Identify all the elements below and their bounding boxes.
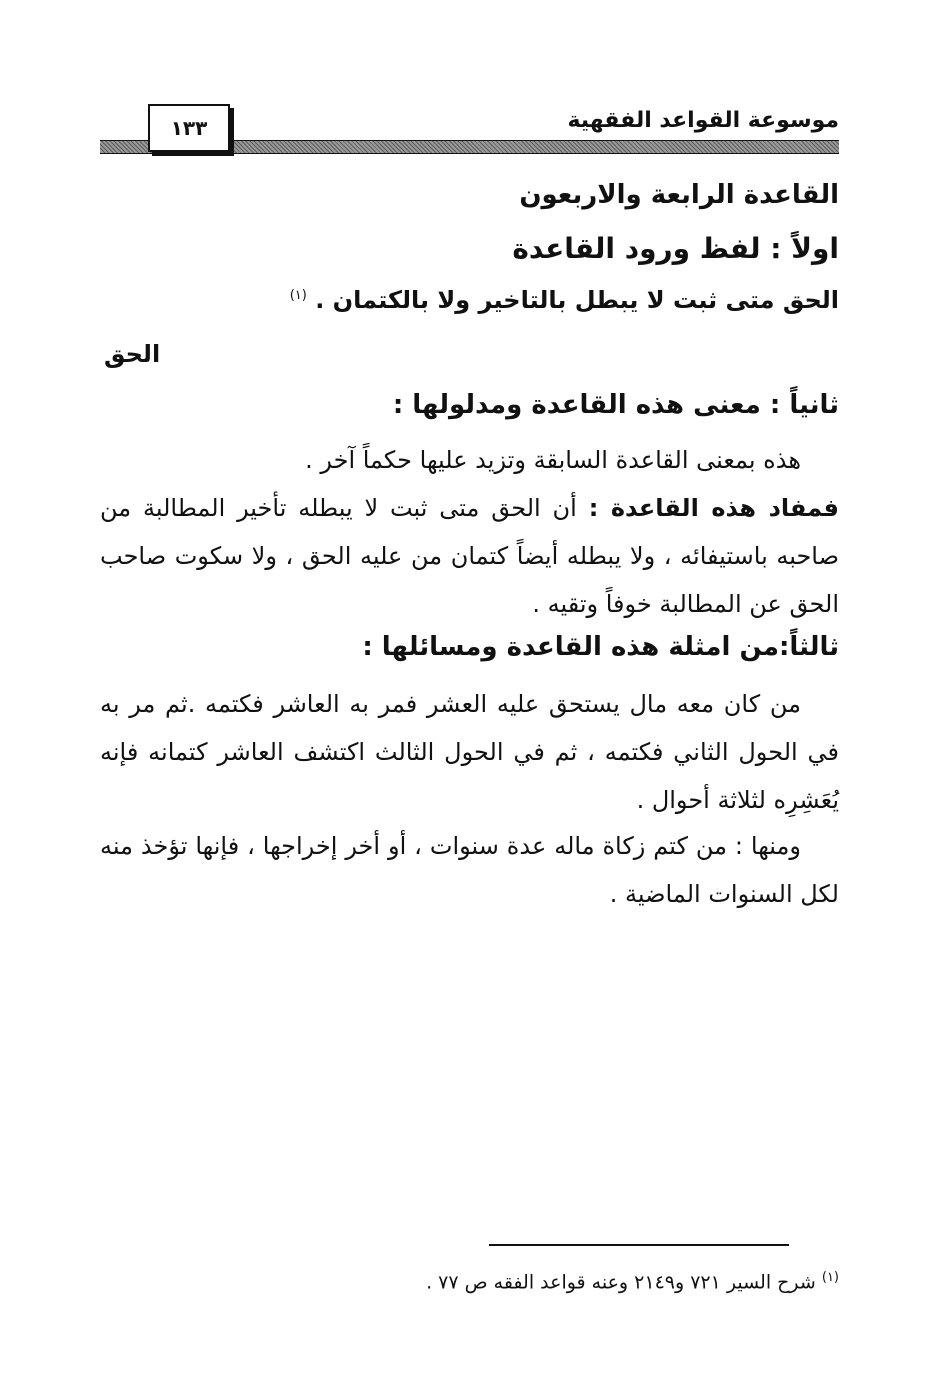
meaning-paragraph — [100, 436, 839, 484]
section-third-heading: ثالثاً:من امثلة هذه القاعدة ومسائلها : — [362, 632, 839, 662]
section-first-heading: اولاً : لفظ ورود القاعدة — [512, 232, 839, 265]
rule-text — [290, 286, 839, 314]
example-paragraph-1: من كان معه مال يستحق عليه العشر فمر به العاشر فكتمه .ثم مر به في الحول الثاني فكتمه ، ثم في الحول الثالث اكتشف العاشر كتمانه فإنه يُعَشِرِه لثلاثة أحوال . — [100, 690, 839, 814]
meaning-text: هذه بمعنى القاعدة السابقة وتزيد عليها حكماً آخر . — [305, 446, 801, 474]
page-number: ١٣٣ — [148, 104, 230, 152]
footnote — [426, 1270, 839, 1293]
section-second-heading: ثانياً : معنى هذه القاعدة ومدلولها : — [392, 390, 839, 420]
footnote-rule — [489, 1244, 789, 1246]
example-paragraph-2: ومنها : من كتم زكاة ماله عدة سنوات ، أو أخر إخراجها ، فإنها تؤخذ منه لكل السنوات الماضية . — [100, 832, 839, 908]
explanation-text: أن الحق متى ثبت لا يبطله تأخير المطالبة من صاحبه باستيفائه ، ولا يبطله أيضاً كتمان من عليه الحق ، ولا سكوت صاحب الحق عن المطالبة خوفاً وتقيه . — [100, 494, 839, 618]
running-header-title: موسوعة القواعد الفقهية — [567, 108, 839, 133]
explanation-lead: فمفاد هذه القاعدة : — [588, 494, 839, 522]
explanation-paragraph — [100, 484, 839, 628]
margin-word: الحق — [104, 340, 161, 368]
rule-heading: القاعدة الرابعة والاربعون — [519, 180, 839, 210]
footnote-text: شرح السير ٧٢١ و٢١٤٩ وعنه قواعد الفقه ص ٧٧ . — [426, 1271, 816, 1294]
footnote-marker: (١) — [821, 1270, 839, 1285]
rule-text-body: الحق متى ثبت لا يبطل بالتاخير ولا بالكتمان . — [315, 286, 839, 314]
footnote-reference: (١) — [289, 288, 307, 303]
